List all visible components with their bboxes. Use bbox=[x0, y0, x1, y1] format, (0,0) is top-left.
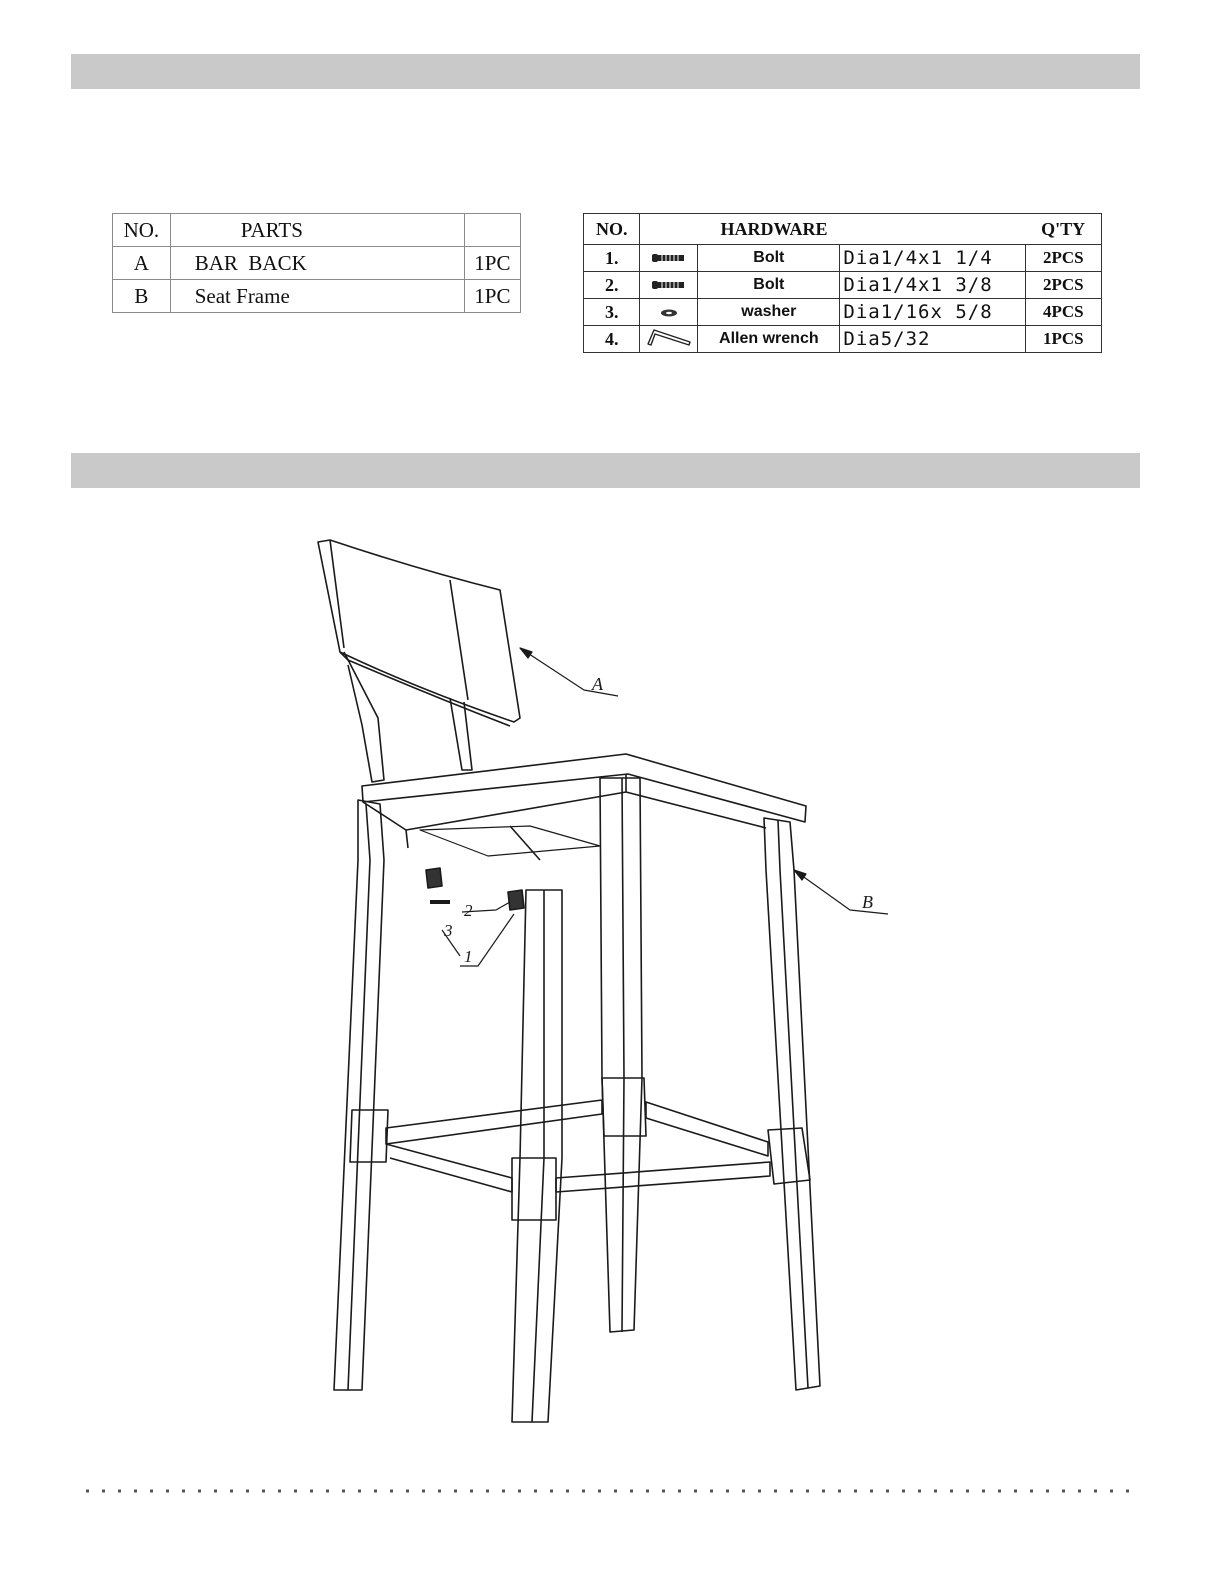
callout-3-label: 3 bbox=[444, 921, 453, 940]
hardware-table-header bbox=[584, 214, 1102, 245]
section-header-bar-assembly bbox=[71, 453, 1140, 488]
chair-stretchers bbox=[386, 1100, 770, 1192]
hardware-size: Dia1/16x 5/8 bbox=[840, 299, 1025, 326]
part-name: BAR BACK bbox=[170, 247, 464, 280]
hardware-size: Dia5/32 bbox=[840, 326, 1025, 353]
part-qty: 1PC bbox=[464, 280, 520, 313]
parts-header-qty bbox=[464, 214, 520, 247]
hardware-size: Dia1/4x1 3/8 bbox=[840, 272, 1025, 299]
hardware-name: Allen wrench bbox=[698, 326, 840, 353]
section-header-bar-top bbox=[71, 54, 1140, 89]
chair-leg-front bbox=[600, 778, 646, 1332]
callout-2-label: 2 bbox=[464, 901, 473, 920]
diagram-callouts bbox=[442, 648, 888, 966]
chair-back-uprights bbox=[344, 652, 472, 782]
chair-backrest bbox=[318, 540, 520, 726]
hardware-size: Dia1/4x1 1/4 bbox=[840, 245, 1025, 272]
bolt-icon bbox=[651, 279, 687, 291]
hardware-no: 4. bbox=[584, 326, 640, 353]
hardware-name: Bolt bbox=[698, 245, 840, 272]
hardware-no: 2. bbox=[584, 272, 640, 299]
chair-seat bbox=[362, 754, 806, 860]
chair-leg-right bbox=[764, 818, 820, 1390]
part-qty: 1PC bbox=[464, 247, 520, 280]
table-row bbox=[584, 326, 1102, 353]
bolt-icon bbox=[651, 252, 687, 264]
chair-hardware bbox=[426, 868, 524, 910]
hardware-table bbox=[583, 213, 1102, 353]
hardware-qty: 4PCS bbox=[1025, 299, 1101, 326]
callout-1-label: 1 bbox=[464, 947, 473, 966]
table-row bbox=[584, 272, 1102, 299]
hardware-name: Bolt bbox=[698, 272, 840, 299]
part-no: B bbox=[113, 280, 171, 313]
callout-a-label: A bbox=[592, 674, 603, 694]
table-row bbox=[113, 280, 521, 313]
hardware-qty: 2PCS bbox=[1025, 245, 1101, 272]
parts-header-no: NO. bbox=[113, 214, 171, 247]
parts-table bbox=[112, 213, 521, 313]
allen-wrench-icon bbox=[646, 326, 692, 348]
bar-chair-assembly-diagram bbox=[300, 530, 900, 1440]
hardware-qty: 2PCS bbox=[1025, 272, 1101, 299]
parts-table-header bbox=[113, 214, 521, 247]
hardware-no: 3. bbox=[584, 299, 640, 326]
table-row bbox=[113, 247, 521, 280]
table-row bbox=[584, 299, 1102, 326]
part-no: A bbox=[113, 247, 171, 280]
footer-dotted-rule bbox=[84, 1488, 1134, 1494]
washer-icon bbox=[659, 308, 679, 318]
parts-header-parts: PARTS bbox=[170, 214, 464, 247]
table-row bbox=[584, 245, 1102, 272]
hardware-no: 1. bbox=[584, 245, 640, 272]
hardware-header-qty: Q'TY bbox=[1025, 214, 1101, 245]
chair-leg-back bbox=[512, 890, 562, 1422]
callout-b-label: B bbox=[862, 892, 873, 912]
chair-leg-left bbox=[334, 800, 388, 1390]
part-name: Seat Frame bbox=[170, 280, 464, 313]
hardware-qty: 1PCS bbox=[1025, 326, 1101, 353]
hardware-name: washer bbox=[698, 299, 840, 326]
hardware-header-hardware: HARDWARE bbox=[640, 214, 1025, 245]
hardware-header-no: NO. bbox=[584, 214, 640, 245]
